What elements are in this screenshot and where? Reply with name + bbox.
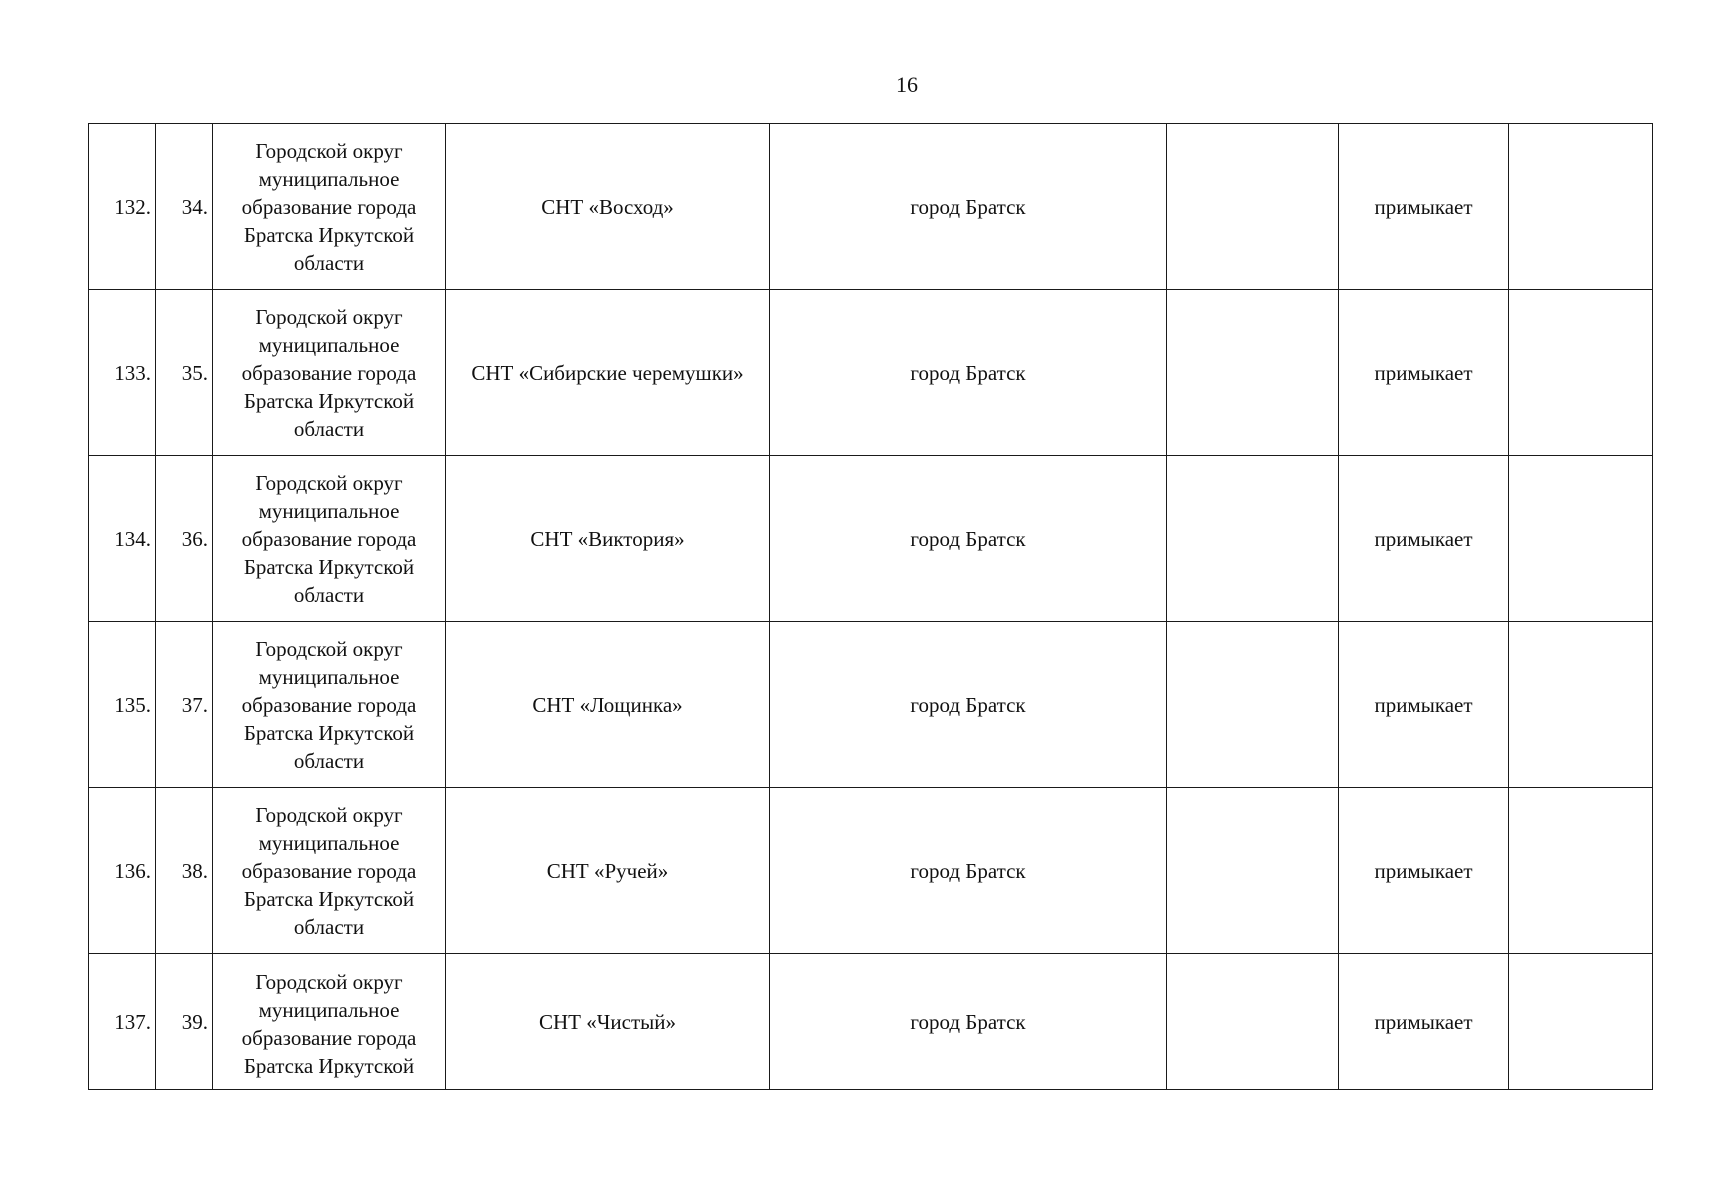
snt-name-cell: СНТ «Лощинка» [446,622,770,788]
municipality-line: образование города [241,1026,417,1050]
settlement-cell: город Братск [770,788,1167,954]
local-number-cell: 34. [156,124,213,290]
municipality-line: муниципальное [258,664,400,689]
snt-name-cell: СНТ «Сибирские черемушки» [446,290,770,456]
municipality-line: образование города [241,526,417,551]
municipality-line: области [293,914,365,939]
empty-cell [1167,290,1339,456]
municipality-line: области [293,250,365,275]
municipality-line: образование города [241,360,417,385]
last-empty-cell [1509,124,1653,290]
global-number-cell: 135. [89,622,156,788]
municipality-cell [213,124,446,290]
table-row [89,290,1653,456]
status-cell: примыкает [1339,290,1509,456]
global-number-cell: 134. [89,456,156,622]
empty-cell [1167,954,1339,1090]
status-cell: примыкает [1339,456,1509,622]
global-number-cell: 132. [89,124,156,290]
municipality-line: Городской округ [255,970,403,994]
status-cell: примыкает [1339,954,1509,1090]
last-empty-cell [1509,954,1653,1090]
municipality-cell [213,456,446,622]
municipality-line: муниципальное [258,998,400,1022]
empty-cell [1167,124,1339,290]
municipality-line: области [293,748,365,773]
table-row [89,622,1653,788]
municipality-line: Братска Иркутской [243,222,415,247]
municipality-cell [213,788,446,954]
municipality-line: муниципальное [258,830,400,855]
municipality-line: Братска Иркутской [243,886,415,911]
status-cell: примыкает [1339,124,1509,290]
municipality-line: образование города [241,692,417,717]
empty-cell [1167,622,1339,788]
empty-cell [1167,788,1339,954]
global-number-cell: 137. [89,954,156,1090]
municipality-cell [213,622,446,788]
municipality-line: области [293,416,365,441]
status-cell: примыкает [1339,788,1509,954]
settlement-cell: город Братск [770,622,1167,788]
last-empty-cell [1509,290,1653,456]
municipality-line: муниципальное [258,498,400,523]
municipality-line: образование города [241,194,417,219]
settlement-cell: город Братск [770,954,1167,1090]
table-row [89,456,1653,622]
global-number-cell: 136. [89,788,156,954]
empty-cell [1167,456,1339,622]
municipality-line: Братска Иркутской [243,720,415,745]
municipality-line: муниципальное [258,166,400,191]
local-number-cell: 37. [156,622,213,788]
table-row [89,954,1653,1090]
local-number-cell: 38. [156,788,213,954]
settlements-table [88,123,1653,1090]
last-empty-cell [1509,788,1653,954]
municipality-line: Городской округ [255,304,403,329]
last-empty-cell [1509,622,1653,788]
table-body [89,124,1653,1090]
local-number-cell: 39. [156,954,213,1090]
table-row [89,788,1653,954]
municipality-line: Городской округ [255,802,403,827]
municipality-line: Братска Иркутской [243,554,415,579]
local-number-cell: 36. [156,456,213,622]
municipality-line: Братска Иркутской [243,1054,415,1078]
municipality-line: Городской округ [255,138,403,163]
snt-name-cell: СНТ «Восход» [446,124,770,290]
snt-name-cell: СНТ «Виктория» [446,456,770,622]
status-cell: примыкает [1339,622,1509,788]
municipality-cell [213,290,446,456]
snt-name-cell: СНТ «Чистый» [446,954,770,1090]
municipality-line: Братска Иркутской [243,388,415,413]
page-number: 16 [896,72,918,97]
municipality-line: образование города [241,858,417,883]
settlement-cell: город Братск [770,124,1167,290]
municipality-line: муниципальное [258,332,400,357]
municipality-line: Городской округ [255,636,403,661]
last-empty-cell [1509,456,1653,622]
global-number-cell: 133. [89,290,156,456]
settlement-cell: город Братск [770,290,1167,456]
municipality-cell [213,954,446,1090]
municipality-line: области [293,582,365,607]
municipality-line: Городской округ [255,470,403,495]
local-number-cell: 35. [156,290,213,456]
table-row [89,124,1653,290]
settlement-cell: город Братск [770,456,1167,622]
snt-name-cell: СНТ «Ручей» [446,788,770,954]
